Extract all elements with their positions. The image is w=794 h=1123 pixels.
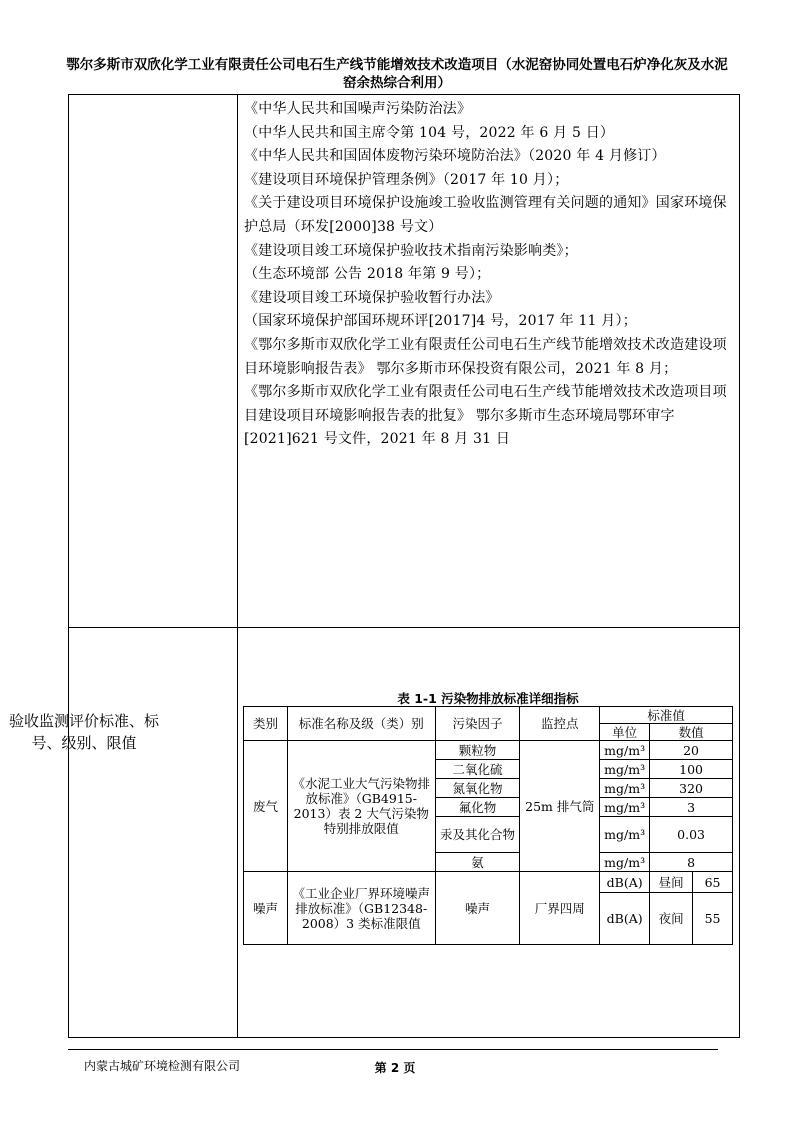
page-number: 第 2 页: [374, 1061, 416, 1075]
header-unit: 单位: [600, 724, 650, 741]
air-value: 8: [650, 853, 733, 872]
noise-value: 65: [693, 872, 733, 893]
noise-period: 夜间: [650, 893, 693, 945]
table-row: [244, 741, 733, 760]
noise-point: 厂界四周: [520, 872, 600, 945]
air-value: 100: [650, 760, 733, 779]
table-title: 表 1-1 污染物排放标准详细指标: [397, 691, 579, 706]
noise-value: 55: [693, 893, 733, 945]
reference-list: [244, 98, 734, 452]
reference-item: 《关于建设项目环境保护设施竣工验收监测管理有关问题的通知》国家环境保护总局（环发[2000]38 号文）: [244, 195, 727, 235]
noise-factor: 噪声: [435, 872, 520, 945]
header-value: 数值: [650, 724, 733, 741]
table-header-row: [244, 707, 733, 724]
noise-unit: dB(A): [600, 893, 650, 945]
reference-item: 《建设项目环境保护管理条例》（2017 年 10 月）；: [244, 171, 569, 188]
air-factor: 二氧化硫: [435, 760, 520, 779]
header-factor: 污染因子: [435, 707, 520, 741]
reference-item: （国家环境保护部国环规环评[2017]4 号，2017 年 11 月）；: [244, 313, 637, 330]
air-category: 废气: [244, 741, 288, 872]
reference-item: 《建设项目竣工环境保护验收技术指南污染影响类》；: [244, 242, 578, 259]
section-label: 验收监测评价标准、标号、级别、限值: [8, 712, 159, 752]
noise-unit: dB(A): [600, 872, 650, 893]
header-point: 监控点: [520, 707, 600, 741]
air-unit: mg/m³: [600, 817, 650, 853]
header-limit: 标准值: [600, 707, 733, 724]
air-value: 20: [650, 741, 733, 760]
air-factor: 氮氧化物: [435, 779, 520, 798]
emission-standard-table: [243, 706, 733, 945]
air-point: 25m 排气筒: [520, 741, 600, 872]
row-divider: [69, 627, 739, 628]
column-divider: [237, 95, 238, 1037]
reference-item: （生态环境部 公告 2018 年第 9 号）；: [244, 266, 491, 283]
document-header: 鄂尔多斯市双欣化学工业有限责任公司电石生产线节能增效技术改造项目（水泥窑协同处置电石炉净化灰及水泥窑余热综合利用）: [66, 57, 728, 91]
reference-item: 《建设项目竣工环境保护验收暂行办法》: [244, 289, 500, 306]
noise-standard: 《工业企业厂界环境噪声排放标准》（GB12348-2008）3 类标准限值: [287, 872, 435, 945]
table-row: [244, 872, 733, 893]
air-factor: 氨: [435, 853, 520, 872]
air-unit: mg/m³: [600, 741, 650, 760]
reference-item: 《鄂尔多斯市双欣化学工业有限责任公司电石生产线节能增效技术改造项目项目建设项目环境影响报告表的批复》 鄂尔多斯市生态环境局鄂环审字[2021]621 号文件，2021 年 8 月 31 日: [244, 384, 727, 448]
footer-rule: [68, 1049, 718, 1050]
header-category: 类别: [244, 707, 288, 741]
reference-item: （中华人民共和国主席令第 104 号，2022 年 6 月 5 日）: [244, 124, 615, 141]
footer-company: 内蒙古城矿环境检测有限公司: [84, 1059, 241, 1073]
air-unit: mg/m³: [600, 853, 650, 872]
noise-category: 噪声: [244, 872, 288, 945]
air-value: 3: [650, 798, 733, 817]
noise-period: 昼间: [650, 872, 693, 893]
air-standard: 《水泥工业大气污染物排放标准》（GB4915-2013）表 2 大气污染物特别排放限值: [287, 741, 435, 872]
air-unit: mg/m³: [600, 779, 650, 798]
air-factor: 氟化物: [435, 798, 520, 817]
air-unit: mg/m³: [600, 798, 650, 817]
air-value: 0.03: [650, 817, 733, 853]
header-standard: 标准名称及级（类）别: [287, 707, 435, 741]
air-value: 320: [650, 779, 733, 798]
reference-item: 《鄂尔多斯市双欣化学工业有限责任公司电石生产线节能增效技术改造建设项目环境影响报告表》 鄂尔多斯市环保投资有限公司，2021 年 8 月；: [244, 336, 727, 377]
air-unit: mg/m³: [600, 760, 650, 779]
reference-item: 《中华人民共和国固体废物污染环境防治法》（2020 年 4 月修订）: [244, 148, 666, 165]
air-factor: 颗粒物: [435, 741, 520, 760]
air-factor: 汞及其化合物: [435, 817, 520, 853]
reference-item: 《中华人民共和国噪声污染防治法》: [244, 101, 472, 117]
